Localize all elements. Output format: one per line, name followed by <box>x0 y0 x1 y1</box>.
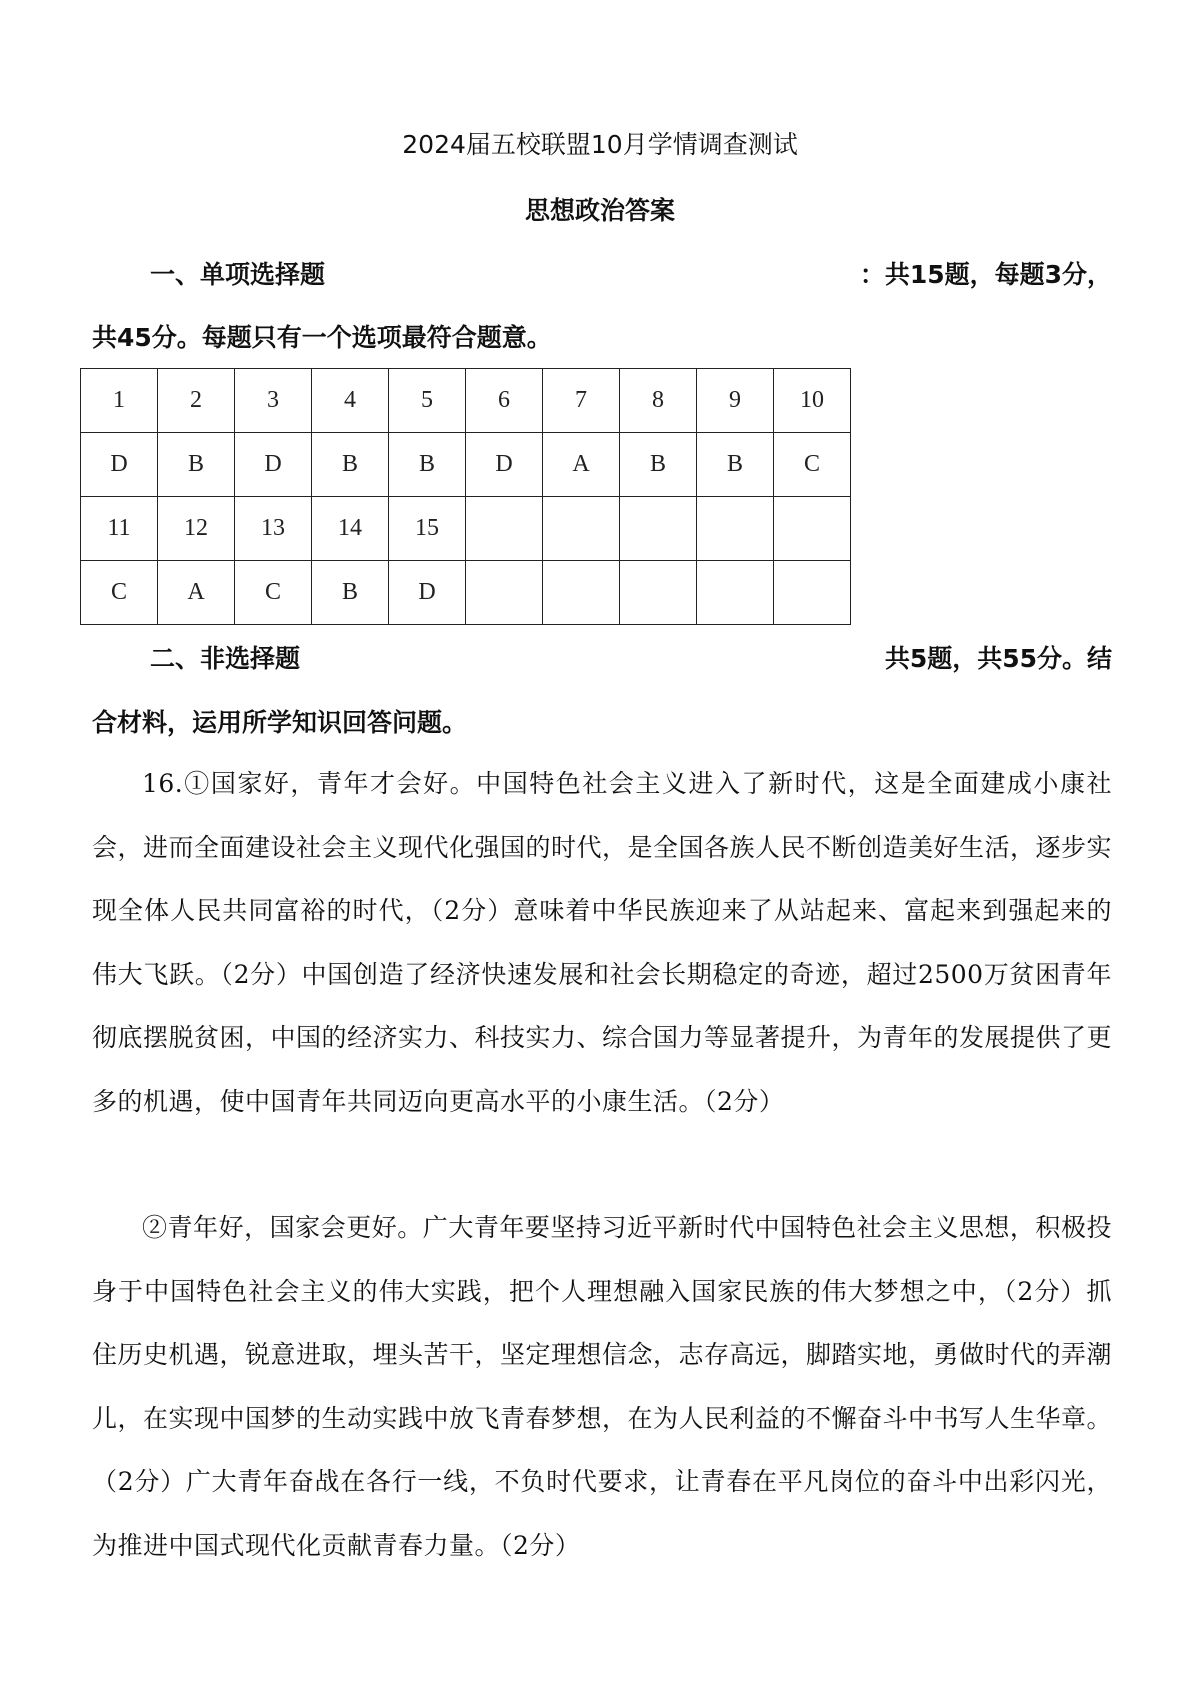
answer-cell: D <box>81 433 158 497</box>
question-number-cell: 11 <box>81 497 158 561</box>
section2-continuation: 合材料，运用所学知识回答问题。 <box>92 708 468 737</box>
question-number-cell <box>697 497 774 561</box>
section1-continuation: 共45分。每题只有一个选项最符合题意。 <box>92 323 552 352</box>
question-number-cell <box>774 497 851 561</box>
answer-cell: C <box>81 561 158 625</box>
answer-cell: B <box>697 433 774 497</box>
answer-cell: B <box>389 433 466 497</box>
section1-heading: 一、单项选择题 <box>150 260 326 289</box>
question-number-cell <box>466 497 543 561</box>
q16-part2 <box>92 1196 1112 1578</box>
question-number-row <box>81 497 851 561</box>
answer-cell: C <box>235 561 312 625</box>
question-number-cell <box>620 497 697 561</box>
question-number-cell: 12 <box>158 497 235 561</box>
question-number-cell: 1 <box>81 369 158 433</box>
question-number-cell: 7 <box>543 369 620 433</box>
answer-cell: B <box>620 433 697 497</box>
answer-cell: A <box>543 433 620 497</box>
question-number-cell: 3 <box>235 369 312 433</box>
document-subtitle: 思想政治答案 <box>524 196 675 225</box>
question-number-cell: 9 <box>697 369 774 433</box>
answer-cell: B <box>158 433 235 497</box>
answer-table <box>80 368 851 625</box>
answer-cell <box>543 561 620 625</box>
question-number-cell: 15 <box>389 497 466 561</box>
question-number-cell: 6 <box>466 369 543 433</box>
q16-part2-text: ②青年好，国家会更好。广大青年要坚持习近平新时代中国特色社会主义思想，积极投身于中国特色社会主义的伟大实践，把个人理想融入国家民族的伟大梦想之中，（2分）抓住历史机遇，锐意进取，埋头苦干，坚定理想信念，志存高远，脚踏实地，勇做时代的弄潮儿，在实现中国梦的生动实践中放飞青春梦想，在为人民利益的不懈奋斗中书写人生华章。（2分）广大青年奋战在各行一线，不负时代要求，让青春在平凡岗位的奋斗中出彩闪光，为推进中国式现代化贡献青春力量。（2分） <box>92 1213 1113 1560</box>
answer-cell <box>697 561 774 625</box>
answer-cell: B <box>312 561 389 625</box>
section1-info: ：共15题，每题3分， <box>859 260 1112 289</box>
question-number-cell <box>543 497 620 561</box>
answer-row <box>81 433 851 497</box>
question-number-cell: 5 <box>389 369 466 433</box>
answer-cell: D <box>235 433 312 497</box>
answer-cell: D <box>389 561 466 625</box>
answer-cell: D <box>466 433 543 497</box>
question-number-cell: 8 <box>620 369 697 433</box>
q16-part1-text: 16.①国家好，青年才会好。中国特色社会主义进入了新时代，这是全面建成小康社会，进而全面建设社会主义现代化强国的时代，是全国各族人民不断创造美好生活，逐步实现全体人民共同富裕的时代，（2分）意味着中华民族迎来了从站起来、富起来到强起来的伟大飞跃。（2分）中国创造了经济快速发展和社会长期稳定的奇迹，超过2500万贫困青年彻底摆脱贫困，中国的经济实力、科技实力、综合国力等显著提升，为青年的发展提供了更多的机遇，使中国青年共同迈向更高水平的小康生活。（2分） <box>92 769 1113 1116</box>
answer-cell: B <box>312 433 389 497</box>
answer-cell <box>774 561 851 625</box>
question-number-cell: 2 <box>158 369 235 433</box>
answer-cell: C <box>774 433 851 497</box>
section2-info: 共5题，共55分。结 <box>884 644 1112 673</box>
q16-part1 <box>92 752 1112 1134</box>
question-number-row <box>81 369 851 433</box>
answer-cell <box>466 561 543 625</box>
answer-row <box>81 561 851 625</box>
answer-cell <box>620 561 697 625</box>
question-number-cell: 14 <box>312 497 389 561</box>
document-title: 2024届五校联盟10月学情调查测试 <box>402 130 798 159</box>
section2-heading: 二、非选择题 <box>150 644 301 673</box>
question-number-cell: 4 <box>312 369 389 433</box>
question-number-cell: 13 <box>235 497 312 561</box>
answer-cell: A <box>158 561 235 625</box>
question-number-cell: 10 <box>774 369 851 433</box>
